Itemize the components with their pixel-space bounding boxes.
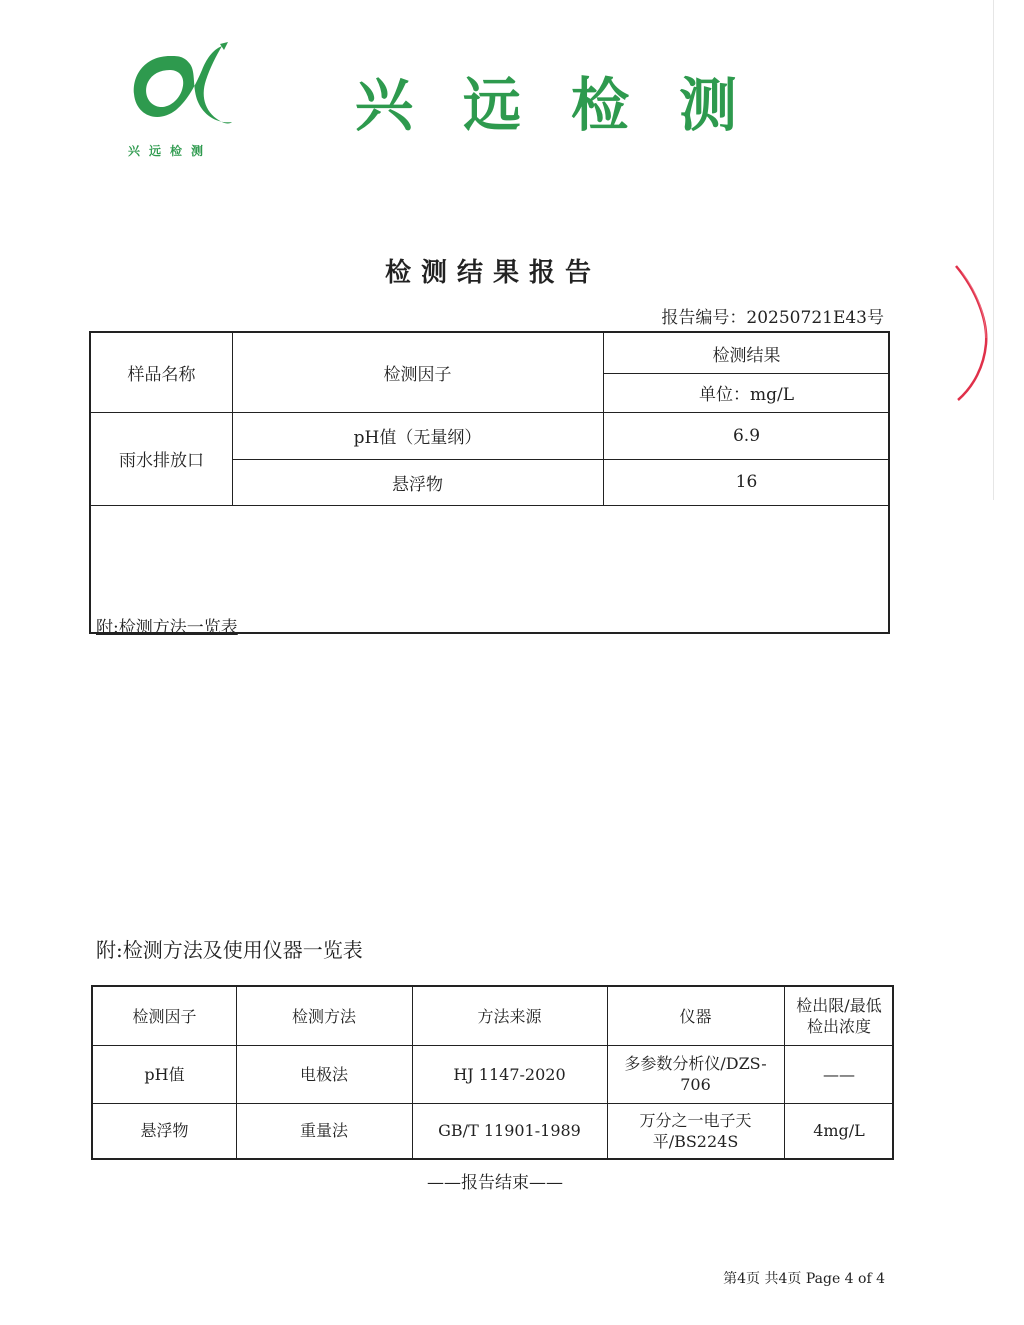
sample-name-cell: 雨水排放口 bbox=[119, 451, 204, 471]
scan-edge-line bbox=[993, 0, 994, 500]
appendix-title: 附:检测方法及使用仪器一览表 bbox=[96, 938, 363, 962]
logo-caption: 兴远检测 bbox=[128, 144, 213, 158]
grid-line bbox=[91, 505, 890, 506]
method-cell: 多参数分析仪/DZS-706 bbox=[624, 1054, 767, 1094]
method-header: 检测方法 bbox=[291, 1006, 356, 1026]
method-header: 检测因子 bbox=[132, 1006, 197, 1026]
page-title: 检测结果报告 bbox=[384, 258, 601, 288]
logo-mark-icon bbox=[126, 40, 234, 132]
method-cell: GB/T 11901-1989 bbox=[438, 1121, 581, 1140]
header-unit: 单位：mg/L bbox=[698, 385, 795, 405]
method-header: 方法来源 bbox=[477, 1006, 542, 1026]
method-cell: pH值 bbox=[144, 1064, 185, 1084]
method-cell: 悬浮物 bbox=[140, 1121, 189, 1140]
result-cell: 6.9 bbox=[732, 425, 761, 446]
company-logo bbox=[126, 40, 234, 132]
header-test-result: 检测结果 bbox=[712, 345, 781, 366]
method-table bbox=[91, 985, 894, 1160]
method-cell: —— bbox=[823, 1064, 855, 1084]
method-header: 仪器 bbox=[679, 1006, 712, 1026]
factor-cell: pH值（无量纲） bbox=[353, 428, 482, 448]
report-number bbox=[661, 303, 884, 328]
results-table bbox=[89, 331, 890, 638]
method-header: 检出限/最低检出浓度 bbox=[796, 996, 882, 1036]
method-cell: 万分之一电子天平/BS224S bbox=[639, 1110, 752, 1151]
factor-cell: 悬浮物 bbox=[392, 474, 443, 495]
report-number-value: 20250721E43号 bbox=[746, 308, 884, 328]
brand-name: 兴远检测 bbox=[355, 71, 788, 139]
report-end-marker: ——报告结束—— bbox=[427, 1173, 563, 1193]
method-cell: HJ 1147-2020 bbox=[453, 1064, 566, 1084]
header-test-factor: 检测因子 bbox=[383, 365, 452, 385]
report-number-label: 报告编号： bbox=[661, 308, 747, 328]
header-sample-name: 样品名称 bbox=[127, 365, 196, 385]
seal-arc-icon bbox=[940, 262, 1000, 404]
appendix-reference: 附:检测方法一览表 bbox=[96, 618, 238, 638]
page-footer: 第4页 共4页 Page 4 of 4 bbox=[723, 1271, 885, 1287]
method-cell: 重量法 bbox=[299, 1121, 348, 1140]
result-cell: 16 bbox=[735, 472, 758, 492]
method-cell: 电极法 bbox=[299, 1064, 348, 1084]
method-cell: 4mg/L bbox=[813, 1121, 865, 1140]
seal-edge-mark bbox=[940, 262, 1000, 404]
